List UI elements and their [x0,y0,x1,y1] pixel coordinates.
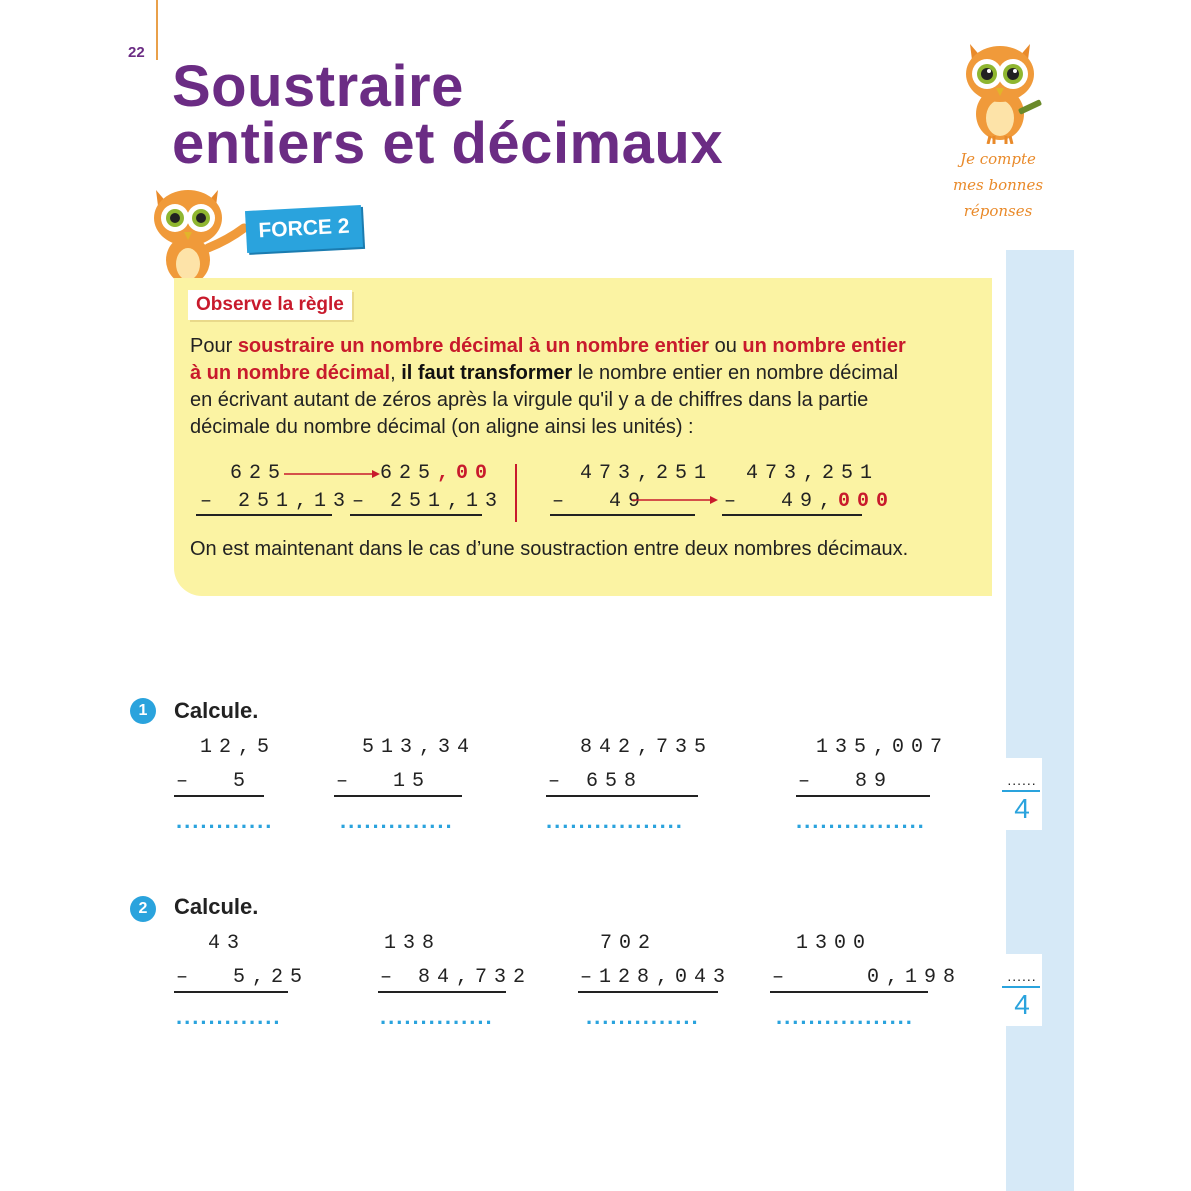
arrow-icon [632,494,718,506]
divider [515,464,517,522]
owl-mascot-icon [960,36,1050,144]
example2-bottom-right: – 49,000 [724,490,896,513]
margin-line [156,0,158,60]
title-line-2: entiers et décimaux [172,111,724,176]
score-divider [1002,790,1040,792]
calc-top: 12,5 [200,736,277,759]
owl-pointing-icon [150,184,250,288]
calc-top: 135,007 [816,736,950,759]
answer-field[interactable]: ................. [546,808,684,833]
exercise-title: Calcule. [174,698,259,723]
exercise-number-badge: 2 [130,896,156,922]
calc-top: 513,34 [362,736,477,759]
example1-top-right: 625,00 [380,462,495,485]
calc-bottom: – 5 [176,770,253,793]
underline [546,795,698,797]
example1-bottom-right: – 251,13 [352,490,505,513]
underline [174,795,264,797]
page-number: 22 [128,44,145,61]
page-title [172,54,724,176]
calc-top: 702 [600,932,658,955]
exercise-number-badge: 1 [130,698,156,724]
example1-bottom-left: – 251,13 [200,490,353,513]
underline [378,991,506,993]
score-instruction: Je compte mes bonnes réponses [952,150,1044,220]
calc-bottom: – 5,25 [176,966,310,989]
calc-bottom: – 15 [336,770,432,793]
underline [350,514,482,516]
example2-bottom-left: – 49 [552,490,648,513]
answer-field[interactable]: ................ [796,808,926,833]
calc-bottom: –128,043 [580,966,733,989]
rule-conclusion: On est maintenant dans le cas d’une soustraction entre deux nombres décimaux. [190,538,909,560]
score-divider [1002,986,1040,988]
example1-top-left: 625 [230,462,288,485]
score-total: 4 [1014,988,1030,1020]
calc-top: 842,735 [580,736,714,759]
calc-top: 43 [208,932,247,955]
answer-field[interactable]: .............. [586,1004,700,1029]
score-input[interactable]: ...... [1007,772,1037,788]
calc-bottom: – 0,198 [772,966,963,989]
calc-top: 1300 [796,932,873,955]
example2-top-right: 473,251 [746,462,880,485]
underline [770,991,928,993]
side-strip [1006,250,1074,1191]
rule-paragraph: Pour soustraire un nombre décimal à un nombre entier ou un nombre entier à un nombre décimal, il faut transformer le nombre entier en nombre décimal en écrivant autant de zéros après la virgule qu'il y a de chiffres dans la partie décimale du nombre décimal (on aligne ainsi les unités) : [190,335,906,438]
score-box [1002,758,1042,830]
calc-bottom: – 84,732 [380,966,533,989]
underline [196,514,332,516]
calc-top: 138 [384,932,442,955]
underline [578,991,718,993]
calc-bottom: – 89 [798,770,894,793]
score-box [1002,954,1042,1026]
underline [796,795,930,797]
score-input[interactable]: ...... [1007,968,1037,984]
underline [174,991,288,993]
exercise-title: Calcule. [174,894,259,919]
rule-label: Observe la règle [188,290,352,320]
force-badge: FORCE 2 [245,205,363,253]
answer-field[interactable]: ............. [176,1004,282,1029]
underline [722,514,862,516]
answer-field[interactable]: .............. [380,1004,494,1029]
answer-field[interactable]: .............. [340,808,454,833]
underline [334,795,462,797]
calc-bottom: – 658 [548,770,644,793]
underline [550,514,695,516]
score-total: 4 [1014,792,1030,824]
arrow-icon [284,468,380,480]
title-line-1: Soustraire [172,54,464,119]
answer-field[interactable]: ................. [776,1004,914,1029]
answer-field[interactable]: ............ [176,808,274,833]
example2-top-left: 473,251 [580,462,714,485]
